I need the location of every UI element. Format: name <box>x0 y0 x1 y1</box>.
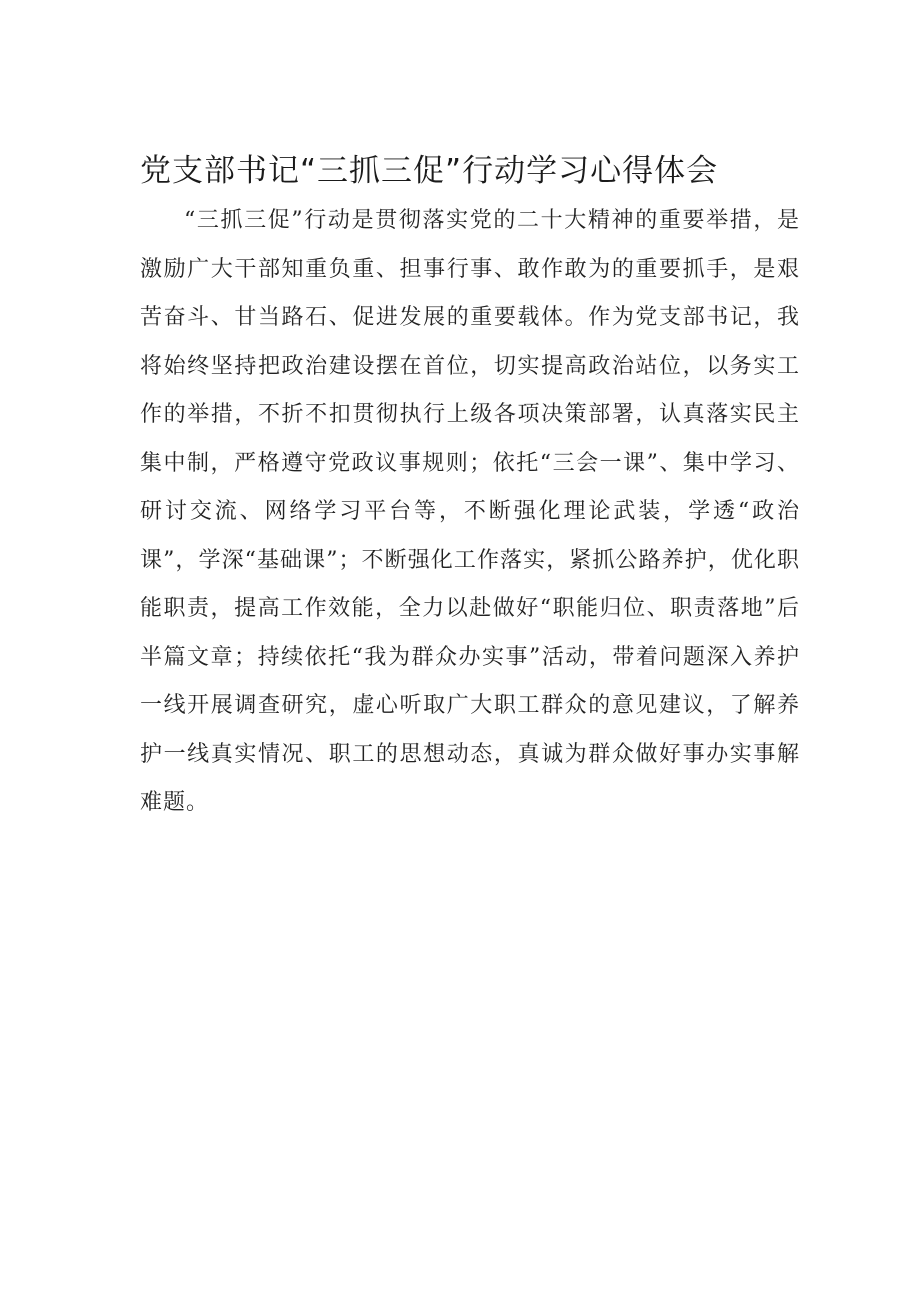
body-paragraph: “三抓三促”行动是贯彻落实党的二十大精神的重要举措，是激励广大干部知重负重、担事行事、敢作敢为的重要抓手，是艰苦奋斗、甘当路石、促进发展的重要载体。作为党支部书记，我将始终坚持把政治建设摆在首位，切实提高政治站位，以务实工作的举措，不折不扣贯彻执行上级各项决策部署，认真落实民主集中制，严格遵守党政议事规则；依托“三会一课”、集中学习、研讨交流、网络学习平台等，不断强化理论武装，学透“政治课”，学深“基础课”；不断强化工作落实，紧抓公路养护，优化职能职责，提高工作效能，全力以赴做好“职能归位、职责落地”后半篇文章；持续依托“我为群众办实事”活动，带着问题深入养护一线开展调查研究，虚心听取广大职工群众的意见建议，了解养护一线真实情况、职工的思想动态，真诚为群众做好事办实事解难题。 <box>140 208 800 815</box>
document-title: 党支部书记“三抓三促”行动学习心得体会 <box>140 153 719 189</box>
